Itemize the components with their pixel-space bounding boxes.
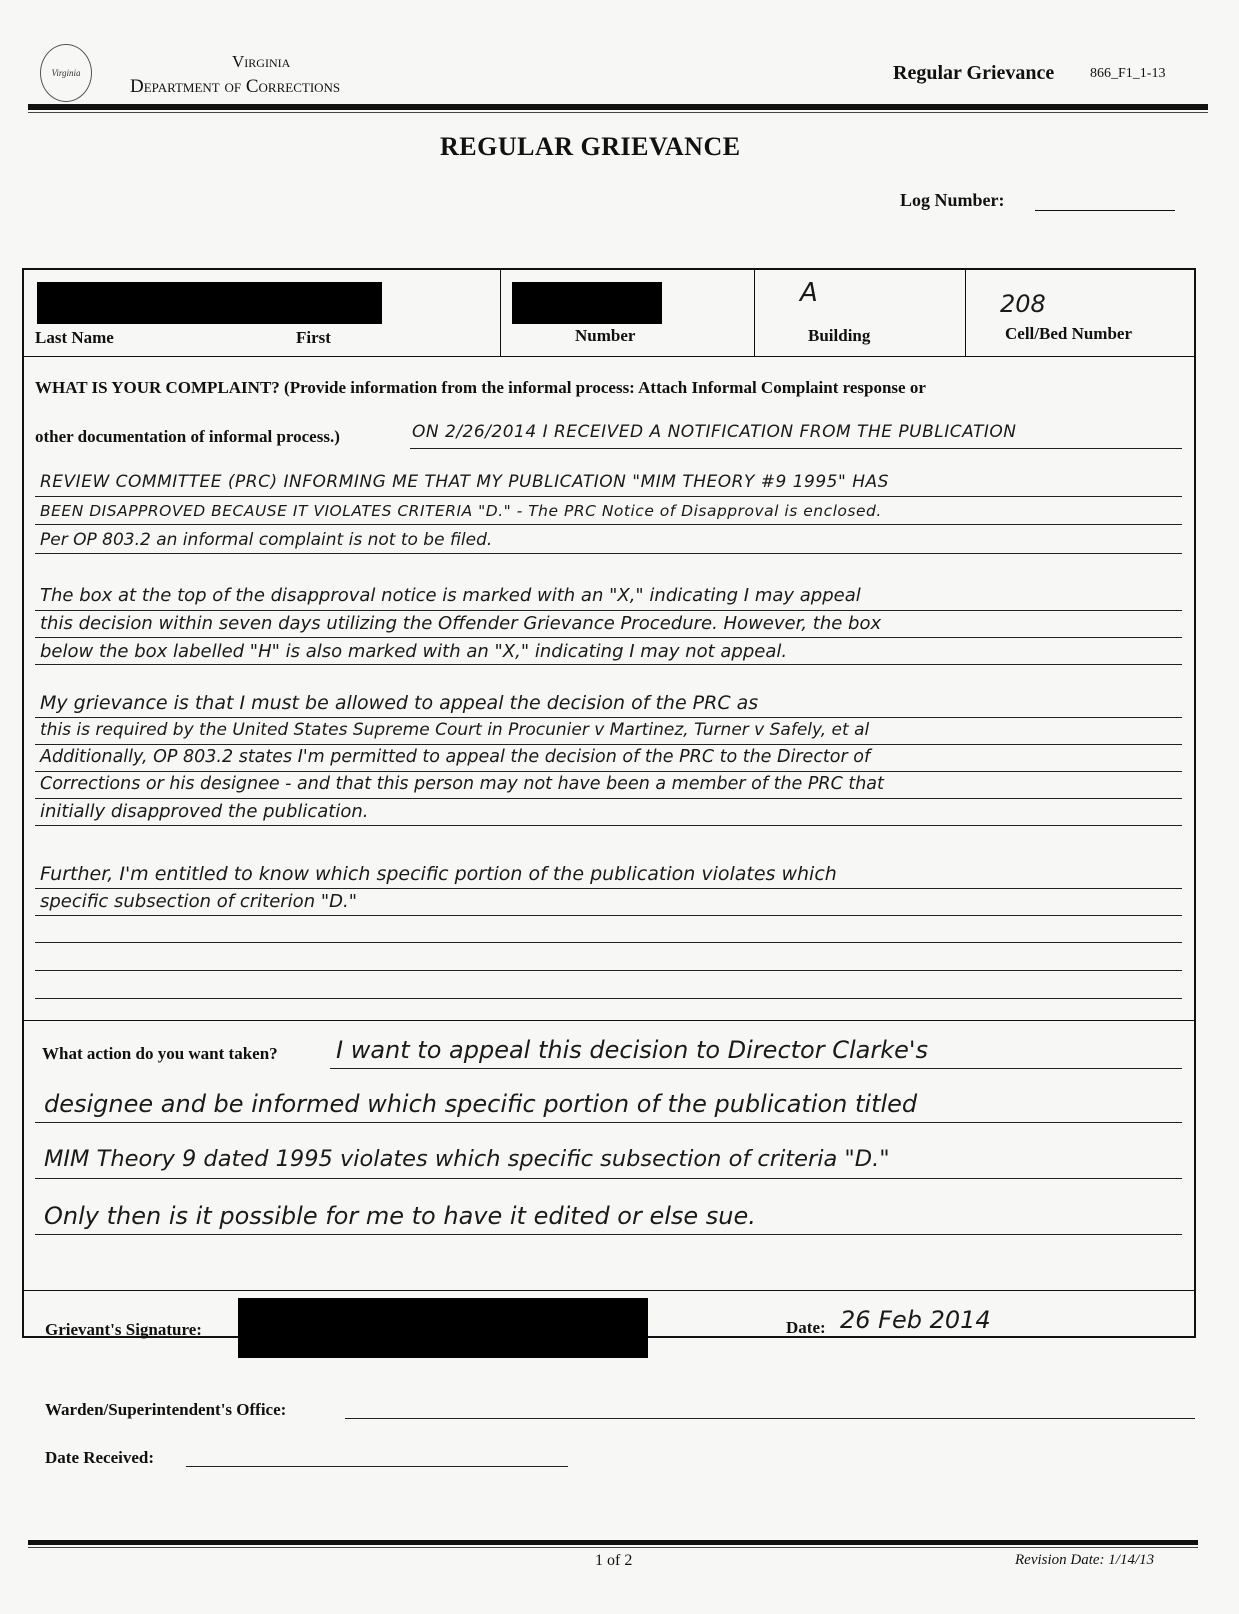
complaint-prompt: WHAT IS YOUR COMPLAINT? (Provide information from the informal process: Attach Informal Complaint response or <box>35 378 926 397</box>
signature-date[interactable]: 26 Feb 2014 <box>840 1306 991 1334</box>
redacted-number <box>512 282 662 324</box>
action-line[interactable]: designee and be informed which specific portion of the publication titled <box>44 1090 918 1118</box>
complaint-line[interactable]: this is required by the United States Supreme Court in Procunier v Martinez, Turner v Safely, et al <box>40 720 870 740</box>
divider <box>965 268 966 356</box>
complaint-line[interactable]: initially disapproved the publication. <box>40 801 369 822</box>
complaint-line[interactable]: Per OP 803.2 an informal complaint is not to be filed. <box>40 530 493 550</box>
signature-label: Grievant's Signature: <box>45 1320 202 1339</box>
building-value[interactable]: A <box>800 278 818 308</box>
divider <box>754 268 755 356</box>
last-name-label: Last Name <box>35 328 114 347</box>
redacted-name <box>37 282 382 324</box>
identity-divider <box>22 356 1196 357</box>
complaint-line[interactable]: Further, I'm entitled to know which specific portion of the publication violates which <box>40 863 837 885</box>
action-line[interactable]: I want to appeal this decision to Director Clarke's <box>336 1036 928 1064</box>
agency-department: Department of Corrections <box>130 76 341 97</box>
log-number-label: Log Number: <box>900 190 1005 210</box>
footer-rule <box>28 1540 1198 1545</box>
cell-bed-value[interactable]: 208 <box>1000 290 1046 318</box>
action-line[interactable]: MIM Theory 9 dated 1995 violates which specific subsection of criteria "D." <box>44 1146 890 1172</box>
virginia-seal: Virginia <box>40 44 92 102</box>
header-rule <box>28 104 1208 110</box>
page-title: REGULAR GRIEVANCE <box>440 132 741 161</box>
revision-date: Revision Date: 1/14/13 <box>1015 1552 1155 1568</box>
redacted-signature <box>238 1298 648 1358</box>
complaint-line[interactable]: REVIEW COMMITTEE (PRC) INFORMING ME THAT MY PUBLICATION "MIM THEORY #9 1995" HAS <box>40 472 889 492</box>
action-prompt: What action do you want taken? <box>42 1044 278 1063</box>
header-rule-thin <box>28 112 1208 113</box>
log-number-field[interactable] <box>1035 210 1175 211</box>
complaint-prompt-cont: other documentation of informal process.) <box>35 427 340 446</box>
complaint-line[interactable]: specific subsection of criterion "D." <box>40 891 357 912</box>
cell-bed-label: Cell/Bed Number <box>1005 324 1133 343</box>
action-divider <box>22 1290 1196 1291</box>
complaint-line[interactable]: below the box labelled "H" is also marked with an "X," indicating I may not appeal. <box>40 641 788 662</box>
footer-rule-thin <box>28 1547 1198 1548</box>
number-label: Number <box>575 326 636 345</box>
complaint-line[interactable]: Additionally, OP 803.2 states I'm permitted to appeal the decision of the PRC to the Director of <box>40 747 871 767</box>
form-name: Regular Grievance <box>893 62 1055 84</box>
date-received-label: Date Received: <box>45 1448 155 1467</box>
warden-office-label: Warden/Superintendent's Office: <box>45 1400 287 1419</box>
page-number: 1 of 2 <box>595 1552 633 1569</box>
date-label: Date: <box>786 1318 826 1337</box>
divider <box>500 268 501 356</box>
complaint-line[interactable]: BEEN DISAPPROVED BECAUSE IT VIOLATES CRITERIA "D." - The PRC Notice of Disapproval is enclosed. <box>40 502 882 520</box>
complaint-line[interactable]: My grievance is that I must be allowed to appeal the decision of the PRC as <box>40 692 759 714</box>
complaint-line[interactable]: ON 2/26/2014 I RECEIVED A NOTIFICATION FROM THE PUBLICATION <box>412 422 1017 442</box>
complaint-line[interactable]: The box at the top of the disapproval notice is marked with an "X," indicating I may appeal <box>40 585 861 606</box>
form-code: 866_F1_1-13 <box>1090 66 1166 81</box>
complaint-line[interactable]: Corrections or his designee - and that this person may not have been a member of the PRC that <box>40 774 884 794</box>
complaint-divider <box>22 1020 1196 1021</box>
complaint-line[interactable]: this decision within seven days utilizing the Offender Grievance Procedure. However, the box <box>40 613 882 634</box>
action-line[interactable]: Only then is it possible for me to have it edited or else sue. <box>44 1202 756 1230</box>
agency-state: Virginia <box>232 52 291 71</box>
first-name-label: First <box>296 328 331 347</box>
building-label: Building <box>808 326 871 345</box>
